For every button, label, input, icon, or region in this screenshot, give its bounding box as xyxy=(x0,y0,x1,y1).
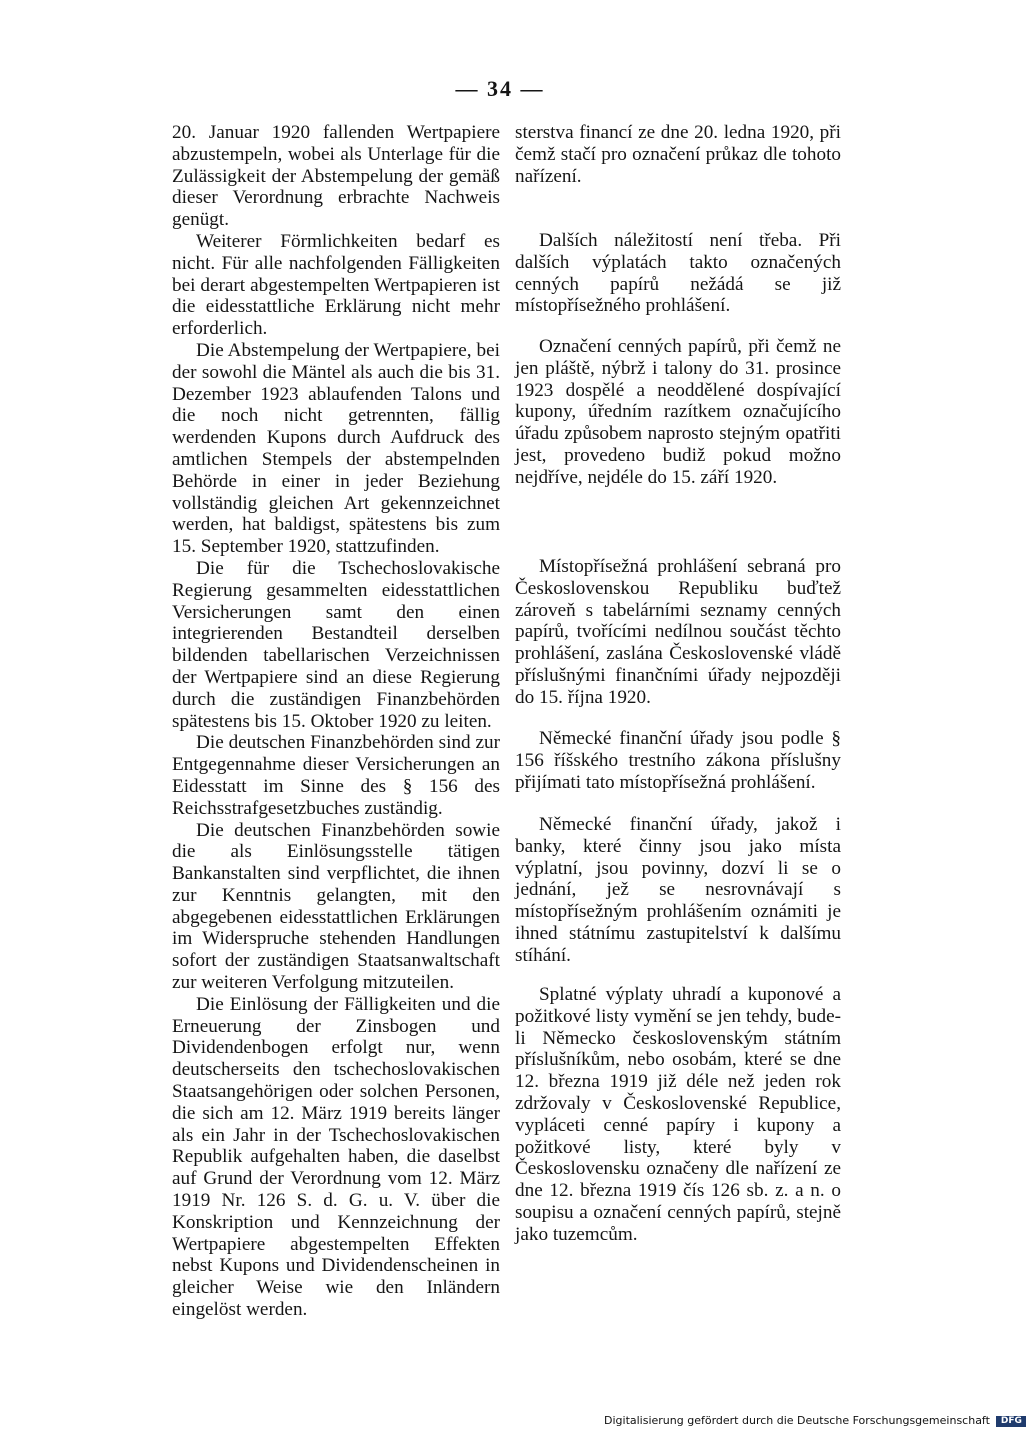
german-paragraph-2: Weiterer Förmlichkeiten bedarf es nicht. Für alle nachfolgenden Fälligkeiten bei derart abgestempelten Wertpapieren ist die eidesstattliche Erklärung nicht mehr erforderlich. xyxy=(172,230,500,340)
dfg-logo: DFG xyxy=(996,1416,1026,1427)
german-column xyxy=(172,122,500,1321)
czech-paragraph-3: Označení cenných papírů, při čemž ne jen pláště, nýbrž i talony do 31. prosince 1923 dospělé a neoddělené dospívající kupony, úředním razítkem označujícího úřadu způsobem naprosto stejným opatřiti jest, provedeno budiž pokud možno nejdříve, nejdéle do 15. září 1920. xyxy=(515,336,841,488)
czech-paragraph-6: Německé finanční úřady, jakož i banky, které činny jsou jako místa výplatní, jsou povinny, dozví li se o jednání, jež se nesrovnávají s místopřísežným prohlášením oznámiti je ihned státnímu zastupitelství k dalšímu stíhání. xyxy=(515,814,841,966)
german-paragraph-1: 20. Januar 1920 fallenden Wertpapiere abzustempeln, wobei als Unterlage für die Zulässigkeit der Abstempelung der gemäß dieser Verordnung erbrachte Nachweis genügt. xyxy=(172,122,500,231)
digitization-credit xyxy=(604,1414,1022,1427)
czech-paragraph-7: Splatné výplaty uhradí a kuponové a požitkové listy vymění se jen tehdy, bude-li Německo československým státním příslušníkům, nebo osobám, které se dne 12. března 1919 již déle než jeden rok zdržovaly v Československé Republice, vypláceti cenné papíry i kupony a požitkové listy, které byly v Československu označeny dle nařízení ze dne 12. března 1919 čís 126 sb. z. a n. o soupisu a označení cenných papírů, stejně jako tuzemcům. xyxy=(515,984,841,1245)
german-paragraph-6: Die deutschen Finanzbehörden sowie die als Einlösungsstelle tätigen Bankanstalten sind verpflichtet, die ihnen zur Kenntnis gelangten, mit den abgegebenen eidesstattlichen Erklärungen im Widerspruche stehenden Handlungen sofort der zuständigen Staatsanwaltschaft zur weiteren Verfolgung mitzuteilen. xyxy=(172,819,500,994)
footer-credit-text: Digitalisierung gefördert durch die Deutsche Forschungsgemeinschaft xyxy=(604,1414,990,1427)
german-paragraph-4: Die für die Tschechoslovakische Regierung gesammelten eidesstattlichen Versicherungen samt den einen integrierenden Bestandteil derselben bildenden tabellarischen Verzeichnissen der Wertpapiere sind an diese Regierung durch die zuständigen Finanzbehörden spätestens bis 15. Oktober 1920 zu leiten. xyxy=(172,557,500,732)
czech-paragraph-2: Dalších náležitostí není třeba. Při dalších výplatách takto označených cenných papírů nežádá se již místopřísežného prohlášení. xyxy=(515,230,841,317)
czech-paragraph-1: sterstva financí ze dne 20. ledna 1920, při čemž stačí pro označení průkaz dle tohoto nařízení. xyxy=(515,122,841,187)
czech-paragraph-5: Německé finanční úřady jsou podle § 156 říšského trestního zákona příslušny přijímati tato místopřísežná prohlášení. xyxy=(515,728,841,793)
german-paragraph-3: Die Abstempelung der Wertpapiere, bei der sowohl die Mäntel als auch die bis 31. Dezember 1923 ablaufenden Talons und die noch nicht getrennten, fällig werdenden Kupons durch Aufdruck des amtlichen Stempels der abstempelnden Behörde in einer in jeder Beziehung vollständig gleichen Art gekennzeichnet werden, hat baldigst, spätestens bis zum 15. September 1920, stattzufinden. xyxy=(172,339,500,558)
page-number: — 34 — xyxy=(455,76,545,101)
czech-paragraph-4: Místopřísežná prohlášení sebraná pro Československou Republiku buďtež zároveň s tabelárními seznamy cenných papírů, tvořícími nedílnou součást těchto prohlášení, zaslána Československé vládě příslušnými finančními úřady nejpozději do 15. října 1920. xyxy=(515,556,841,708)
german-paragraph-5: Die deutschen Finanzbehörden sind zur Entgegennahme dieser Versicherungen an Eidesstatt im Sinne des § 156 des Reichsstrafgesetzbuches zuständig. xyxy=(172,732,500,819)
german-paragraph-7: Die Einlösung der Fälligkeiten und die Erneuerung der Zinsbogen und Dividendenbogen erfolgt nur, wenn deutscherseits den tschechoslovakischen Staatsangehörigen oder solchen Personen, die sich am 12. März 1919 bereits länger als ein Jahr in der Tschechoslovakischen Republik aufgehalten haben, die daselbst auf Grund der Verordnung vom 12. März 1919 Nr. 126 S. d. G. u. V. über die Konskription und Kennzeichnung der Wertpapiere abgestempelten Effekten nebst Kupons und Dividendenscheinen in gleicher Weise wie den Inländern eingelöst werden. xyxy=(172,993,500,1321)
